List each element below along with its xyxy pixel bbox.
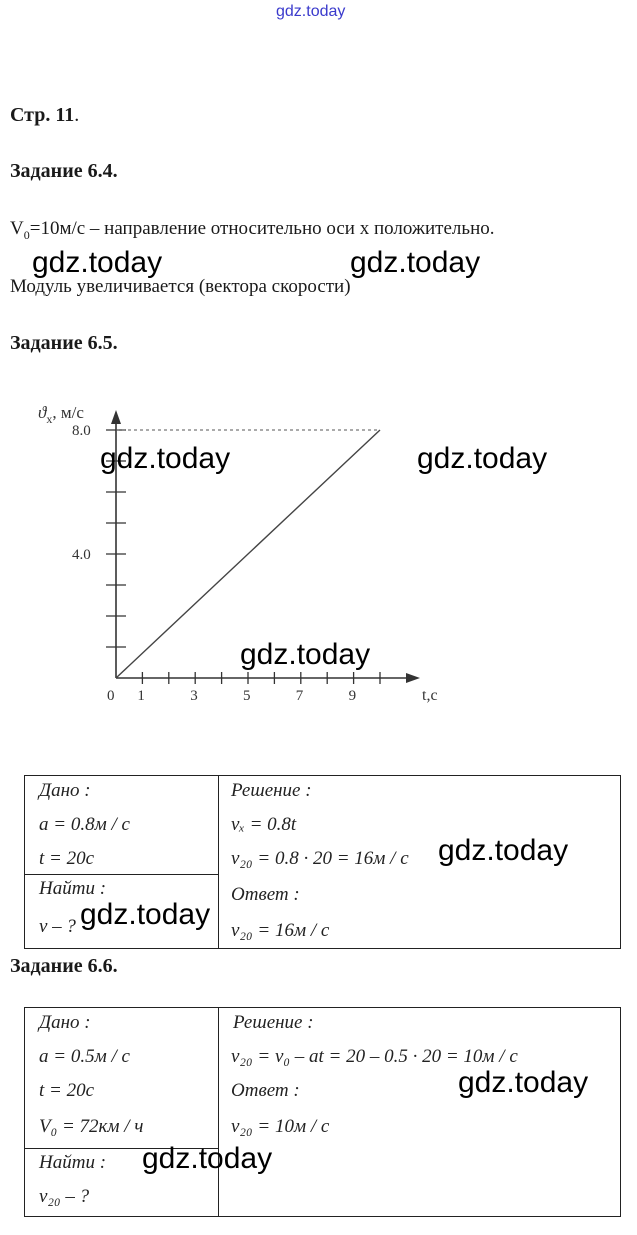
task-6-4-line1-rest: =10м/с – направление относительно оси х положительно. xyxy=(29,218,495,239)
x-tick-label: 5 xyxy=(243,688,251,704)
x-tick-label: 3 xyxy=(190,688,198,704)
x-axis-arrow xyxy=(406,673,420,683)
find-header: Найти : xyxy=(39,1152,107,1173)
y-axis-label: $ϑ_x$, м/с xyxy=(38,403,84,426)
solution-header: Решение : xyxy=(233,1012,314,1033)
watermark: gdz.today xyxy=(32,246,163,279)
watermark: gdz.today xyxy=(458,1066,589,1099)
answer-value: v₂₀ = 10м / с xyxy=(231,1116,330,1137)
task-6-6-title: Задание 6.6. xyxy=(10,955,118,977)
watermark: gdz.today xyxy=(438,834,569,867)
solution-line: v₂₀ = 0.8 · 20 = 16м / с xyxy=(231,848,409,869)
watermark: gdz.today xyxy=(417,442,548,475)
given-line: a = 0.5м / с xyxy=(39,1046,130,1067)
solution-line: v₂₀ = v₀ – at = 20 – 0.5 · 20 = 10м / с xyxy=(231,1046,518,1067)
x-tick-label: 7 xyxy=(295,688,304,704)
task-6-4-line1 xyxy=(10,218,494,243)
answer-header: Ответ : xyxy=(231,1080,300,1101)
task-6-4-title: Задание 6.4. xyxy=(10,160,118,182)
watermark: gdz.today xyxy=(350,246,481,279)
given-header: Дано : xyxy=(39,780,91,801)
y-tick-label: 4.0 xyxy=(72,547,91,563)
page-reference-dot: . xyxy=(74,104,80,126)
table-divider-vertical xyxy=(218,776,219,948)
y-axis-arrow xyxy=(111,410,121,424)
page-reference xyxy=(10,104,79,127)
watermark: gdz.today xyxy=(142,1142,273,1175)
given-line: t = 20c xyxy=(39,848,95,869)
given-line: a = 0.8м / с xyxy=(39,814,130,835)
task-6-4-line2: Модуль увеличивается (вектора скорости) xyxy=(10,276,351,297)
given-line: V₀ = 72км / ч xyxy=(39,1116,144,1137)
solution-line: vₓ = 0.8t xyxy=(231,814,297,835)
solution-header: Решение : xyxy=(231,780,312,801)
table-divider-horizontal xyxy=(25,874,218,875)
task-6-6-table xyxy=(24,1007,621,1217)
page-reference-text: Стр. 11 xyxy=(10,104,75,126)
find-header: Найти : xyxy=(39,878,107,899)
velocity-symbol: V xyxy=(10,218,24,239)
x-tick-label: 1 xyxy=(137,688,145,704)
watermark: gdz.today xyxy=(240,638,371,671)
x-tick-label: 9 xyxy=(348,688,357,704)
answer-header: Ответ : xyxy=(231,884,300,905)
watermark: gdz.today xyxy=(100,442,231,475)
answer-value: v₂₀ = 16м / с xyxy=(231,920,330,941)
y-tick-label: 8.0 xyxy=(72,423,91,439)
task-6-5-title: Задание 6.5. xyxy=(10,332,118,354)
top-watermark: gdz.today xyxy=(276,3,346,20)
x-axis-label: t,c xyxy=(422,687,438,704)
watermark: gdz.today xyxy=(80,898,211,931)
given-line: t = 20c xyxy=(39,1080,95,1101)
find-value: v – ? xyxy=(39,916,76,937)
find-value: v₂₀ – ? xyxy=(39,1186,90,1207)
velocity-subscript: 0 xyxy=(23,227,30,242)
table-divider-vertical xyxy=(218,1008,219,1216)
x-tick-label: 0 xyxy=(107,688,115,704)
chart-root xyxy=(38,403,438,704)
given-header: Дано : xyxy=(39,1012,91,1033)
